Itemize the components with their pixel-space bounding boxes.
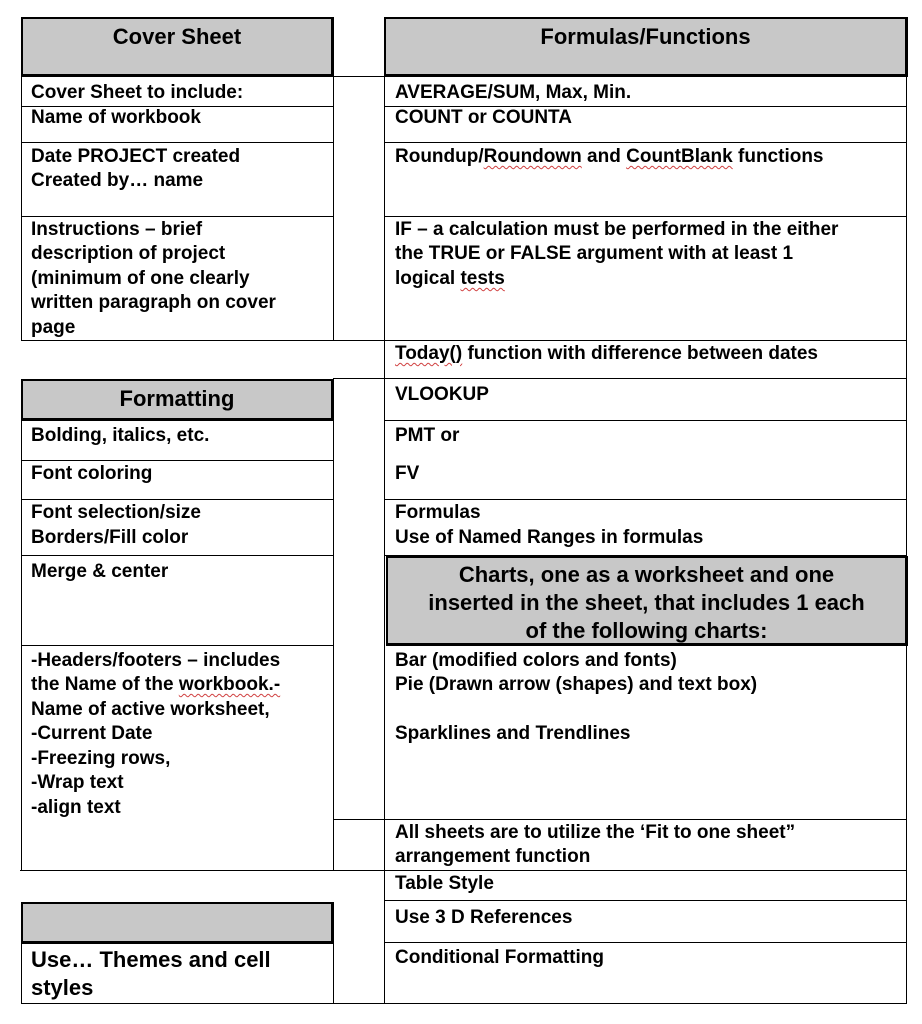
charts-title-line: of the following charts: [525,618,768,643]
named-ranges-text: Use of Named Ranges in formulas [395,527,704,548]
3d-references-text: Use 3 D References [395,907,573,928]
table-style-text: Table Style [395,873,494,894]
charts-title-line: Charts, one as a worksheet and one [458,562,835,587]
row-line [384,900,906,901]
date-created-text: Date PROJECT created [31,146,241,167]
instructions-line: (minimum of one clearly [31,268,250,289]
row-line [333,76,384,77]
row-line [333,1003,384,1004]
formatting-header [21,379,334,421]
row-line [384,340,906,341]
right-border-line [906,76,907,1004]
left-inner-line [333,76,334,340]
if-line: IF – a calculation must be performed in the either [395,219,839,240]
row-line [21,216,333,217]
and-part: and [581,146,627,167]
headers-footers-line: -Current Date [31,723,153,744]
font-coloring-text: Font coloring [31,463,153,484]
row-line [20,870,906,871]
row-line [384,1003,907,1004]
fv-text: FV [395,463,420,484]
row-line [21,555,333,556]
left-inner-line [333,420,334,870]
charts-title-line: inserted in the sheet, that includes 1 each [428,590,865,615]
row-line [21,1003,333,1004]
vlookup-text: VLOOKUP [395,384,489,405]
pmt-text: PMT or [395,425,460,446]
headers-text-a: the Name of the [31,674,179,695]
roundup-part: Roundup/ [395,146,484,167]
themes-line: styles [31,975,94,1000]
row-line [384,142,906,143]
left-border-line [21,942,22,1004]
roundown-part: Roundown [483,146,582,167]
headers-footers-line [31,673,280,698]
headers-text-b: workbook.- [178,674,281,695]
instructions-line: page [31,317,76,338]
row-line [384,942,906,943]
row-line [21,645,333,646]
cover-sheet-title: Cover Sheet [112,24,242,49]
if-line: the TRUE or FALSE argument with at least 1 [395,243,794,264]
row-line [384,216,906,217]
average-text: AVERAGE/SUM, Max, Min. [395,82,632,103]
left-inner-line [333,942,334,1004]
themes-line: Use… Themes and cell [31,947,271,972]
pie-chart-text: Pie (Drawn arrow (shapes) and text box) [395,674,758,695]
merge-center-text: Merge & center [31,561,169,582]
row-line [21,142,333,143]
row-line [21,340,384,341]
headers-footers-line: Name of active worksheet, [31,699,270,720]
row-line [384,420,906,421]
formulas-text: Formulas [395,502,481,523]
row-line [333,819,384,820]
today-rest: function with difference between dates [462,343,818,364]
tests-part: tests [460,268,505,289]
fit-line: arrangement function [395,846,591,867]
created-by-text: Created by… name [31,170,204,191]
row-line [384,378,906,379]
row-line [333,378,384,379]
row-line [21,499,333,500]
cover-sheet-header [21,17,334,77]
headers-footers-line: -Freezing rows, [31,748,171,769]
name-of-workbook-text: Name of workbook [31,107,201,128]
left-border-line [21,76,22,340]
font-selection-text: Font selection/size [31,502,201,523]
sparklines-text: Sparklines and Trendlines [395,723,631,744]
formulas-functions-title: Formulas/Functions [540,24,751,49]
roundup-text [395,145,824,170]
formatting-title: Formatting [119,386,235,411]
headers-footers-line: -Headers/footers – includes [31,650,281,671]
instructions-line: Instructions – brief [31,219,203,240]
logical-part: logical [395,268,461,289]
if-line [395,267,505,292]
empty-header [21,902,334,944]
instructions-line: description of project [31,243,226,264]
today-part: Today() [395,343,463,364]
borders-text: Borders/Fill color [31,527,189,548]
headers-footers-line: -align text [31,797,121,818]
bolding-text: Bolding, italics, etc. [31,425,210,446]
today-text [395,342,818,367]
functions-part: functions [732,146,824,167]
fit-line: All sheets are to utilize the ‘Fit to one sheet” [395,822,796,843]
row-line [384,499,906,500]
instructions-line: written paragraph on cover [31,292,276,313]
bar-chart-text: Bar (modified colors and fonts) [395,650,677,671]
count-text: COUNT or COUNTA [395,107,572,128]
row-line [384,819,906,820]
charts-header [386,556,908,646]
formulas-functions-header [384,17,908,77]
row-line [21,460,333,461]
conditional-formatting-text: Conditional Formatting [395,947,604,968]
countblank-part: CountBlank [626,146,733,167]
headers-footers-line: -Wrap text [31,772,124,793]
cover-include-text: Cover Sheet to include: [31,82,244,103]
